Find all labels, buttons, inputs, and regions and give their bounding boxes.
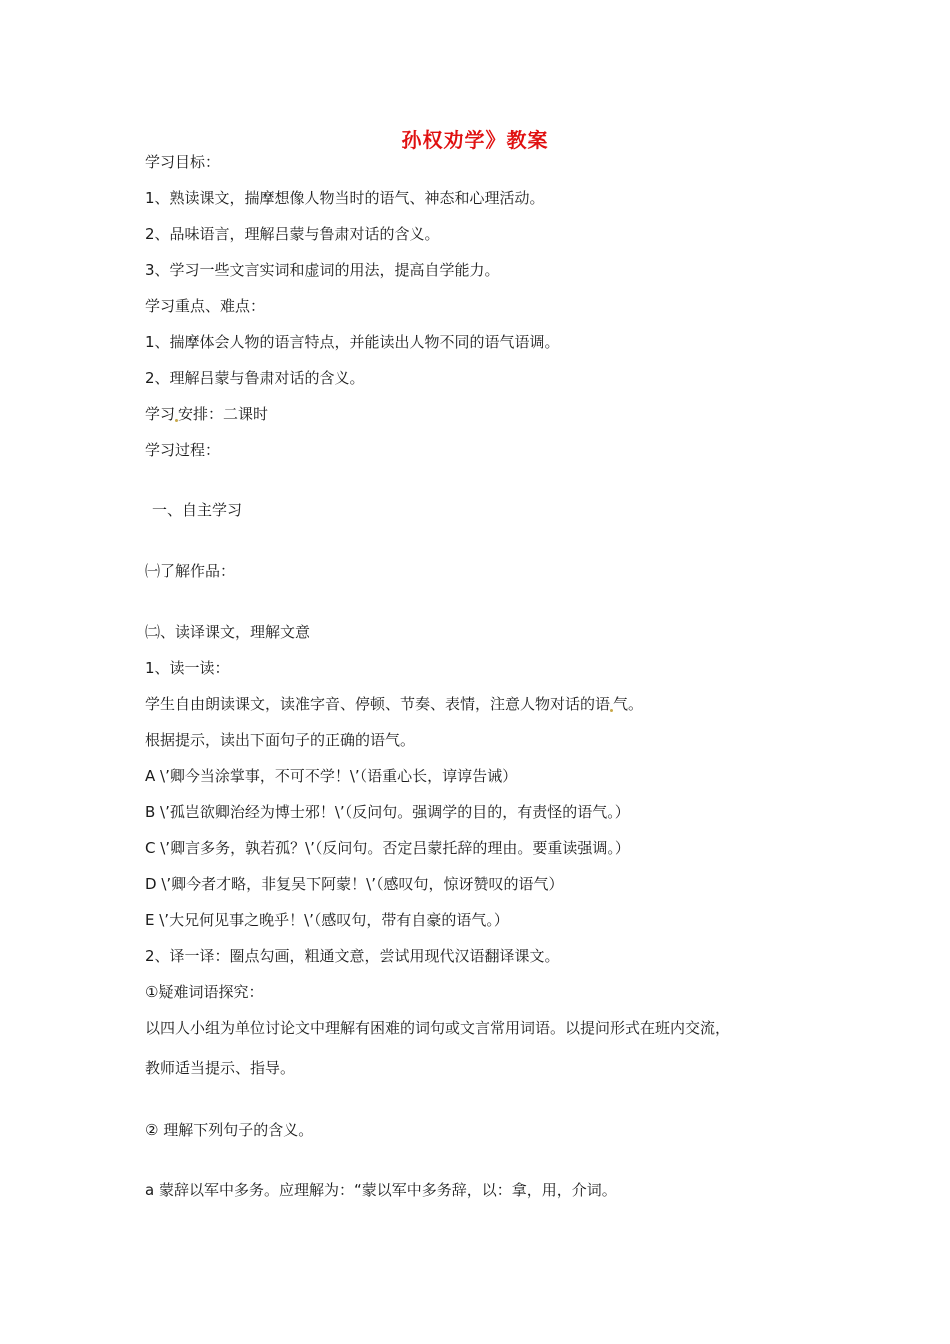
hint-line: 根据提示，读出下面句子的正确的语气。 [145,731,416,749]
schedule-line [145,404,268,424]
tone-item-b: B \’孤岂欲卿治经为博士邪！\’（反问句。强调学的目的，有责怪的语气。） [145,803,630,821]
explore-heading: ①疑难词语探究： [145,983,264,1001]
read-heading: 1、读一读： [145,659,230,677]
keypoints-heading: 学习重点、难点： [145,297,266,315]
schedule-text-start: 学习 [145,405,176,423]
schedule-text-end: 安排：二课时 [178,405,269,423]
tone-item-a: A \’卿今当涂掌事，不可不学！\’（语重心长，谆谆告诫） [145,767,518,785]
understand-heading: ② 理解下列句子的含义。 [145,1121,314,1139]
read-instruction-start: 学生自由朗读课文，读准字音、停顿、节奏、表情，注意人物对话的语 [145,695,611,713]
keypoint-item: 2、理解吕蒙与鲁肃对话的含义。 [145,369,365,387]
read-instruction [145,694,643,714]
tone-item-e: E \’大兄何见事之晚乎！\’（感叹句，带有自豪的语气。） [145,911,509,929]
sentence-a: a 蒙辞以军中多务。应理解为：“蒙以军中多务辞，以：拿，用，介词。 [145,1181,617,1199]
subsection-heading: ㈡、读译课文，理解文意 [145,623,311,641]
subsection-heading: ㈠了解作品： [145,562,236,580]
tone-item-d: D \’卿今者才略，非复吴下阿蒙！\’（感叹句，惊讶赞叹的语气） [145,875,564,893]
section-heading: 一、自主学习 [152,501,243,519]
tone-item-c: C \’卿言多务，孰若孤？\’（反问句。否定吕蒙托辞的理由。要重读强调。） [145,839,630,857]
read-instruction-end: 气。 [613,695,644,713]
objective-item: 2、品味语言，理解吕蒙与鲁肃对话的含义。 [145,225,440,243]
objective-item: 1、熟读课文，揣摩想像人物当时的语气、神态和心理活动。 [145,189,545,207]
document-title: 孙权劝学》教案 [401,128,549,152]
objectives-heading: 学习目标： [145,153,221,171]
translate-heading: 2、译一译：圈点勾画，粗通文意，尝试用现代汉语翻译课文。 [145,947,560,965]
explore-text: 教师适当提示、指导。 [145,1059,296,1077]
explore-text: 以四人小组为单位讨论文中理解有困难的词句或文言常用词语。以提问形式在班内交流， [145,1019,731,1037]
objective-item: 3、学习一些文言实词和虚词的用法，提高自学能力。 [145,261,500,279]
keypoint-item: 1、揣摩体会人物的语言特点，并能读出人物不同的语气语调。 [145,333,560,351]
process-heading: 学习过程： [145,441,221,459]
